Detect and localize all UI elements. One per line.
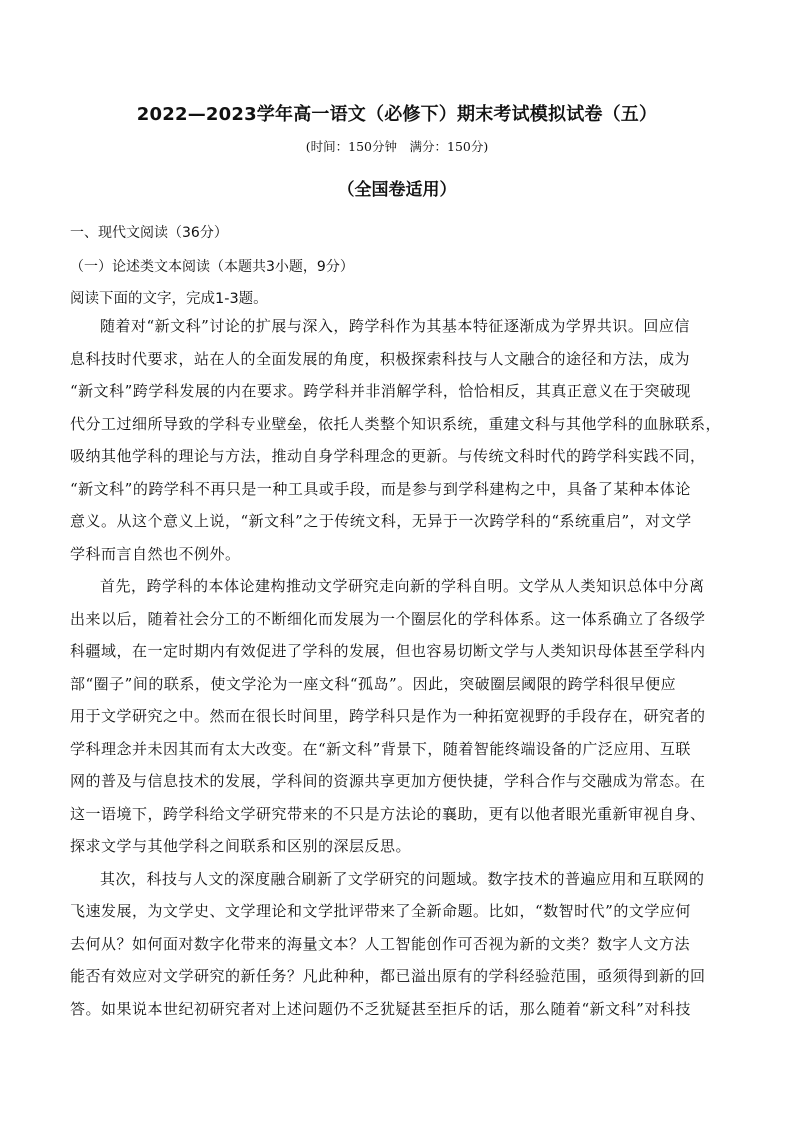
reading-instruction: 阅读下面的文字，完成1-3题。: [70, 291, 268, 307]
passage-line: 吸纳其他学科的理论与方法，推动自身学科理念的更新。与传统文科时代的跨学科实践不同，: [70, 447, 706, 465]
passage-line: 随着对“新文科”讨论的扩展与深入，跨学科作为其基本特征逐渐成为学界共识。回应信: [100, 317, 690, 335]
section-heading: 一、现代文阅读（36分）: [70, 225, 228, 241]
passage-line: “新文科”跨学科发展的内在要求。跨学科并非消解学科，恰恰相反，其真正意义在于突破现: [70, 382, 691, 400]
exam-title: 2022—2023学年高一语文（必修下）期末考试模拟试卷（五）: [136, 104, 658, 125]
passage-line: 首先，跨学科的本体论建构推动文学研究走向新的学科自明。文学从人类知识总体中分离: [100, 577, 705, 595]
passage-line: 其次，科技与人文的深度融合刷新了文学研究的问题域。数字技术的普遍应用和互联网的: [100, 869, 705, 888]
passage-line: 意义。从这个意义上说，“新文科”之于传统文科，无异于一次跨学科的“系统重启”，对文学: [70, 512, 692, 530]
passage-line: 学科理念并未因其而有太大改变。在“新文科”背景下，随着智能终端设备的广泛应用、互联: [70, 739, 691, 758]
exam-scope: （全国卷适用）: [337, 180, 457, 200]
passage-line: 部“圈子”间的联系，使文学沦为一座文科“孤岛”。因此，突破圈层阈限的跨学科很早便应: [70, 674, 677, 693]
passage-line: 代分工过细所导致的学科专业壁垒，依托人类整个知识系统，重建文科与其他学科的血脉联系，: [70, 414, 722, 433]
passage-line: 飞速发展，为文学史、文学理论和文学批评带来了全新命题。比如，“数智时代”的文学应何: [70, 902, 691, 920]
passage-line: 出来以后，随着社会分工的不断细化而发展为一个圈层化的学科体系。这一体系确立了各级学: [70, 609, 706, 628]
passage-line: 探求文学与其他学科之间联系和区别的深层反思。: [70, 837, 412, 855]
passage-line: 用于文学研究之中。然而在很长时间里，跨学科只是作为一种拓宽视野的手段存在，研究者的: [70, 707, 706, 725]
passage-body: [70, 310, 730, 1025]
passage-line: 息科技时代要求，站在人的全面发展的角度，积极探索科技与人文融合的途径和方法，成为: [70, 349, 691, 368]
passage-line: 学科而言自然也不例外。: [70, 544, 241, 563]
passage-line: “新文科”的跨学科不再只是一种工具或手段，而是参与到学科建构之中，具备了某种本体论: [70, 479, 691, 498]
passage-line: 这一语境下，跨学科给文学研究带来的不只是方法论的襄助，更有以他者眼光重新审视自身、: [70, 804, 706, 823]
passage-line: 网的普及与信息技术的发展，学科间的资源共享更加方便快捷，学科合作与交融成为常态。在: [70, 772, 706, 790]
passage-line: 答。如果说本世纪初研究者对上述问题仍不乏犹疑甚至拒斥的话，那么随着“新文科”对科技: [70, 999, 691, 1018]
exam-time-score: (时间：150分钟 满分：150分): [305, 139, 489, 154]
passage-line: 能否有效应对文学研究的新任务？凡此种种，都已溢出原有的学科经验范围，亟须得到新的回: [70, 967, 706, 985]
passage-line: 科疆域，在一定时期内有效促进了学科的发展，但也容易切断文学与人类知识母体甚至学科内: [70, 642, 706, 660]
section-subheading: （一）论述类文本阅读（本题共3小题，9分）: [70, 259, 354, 275]
passage-line: 去何从？如何面对数字化带来的海量文本？人工智能创作可否视为新的文类？数字人文方法: [70, 934, 691, 953]
